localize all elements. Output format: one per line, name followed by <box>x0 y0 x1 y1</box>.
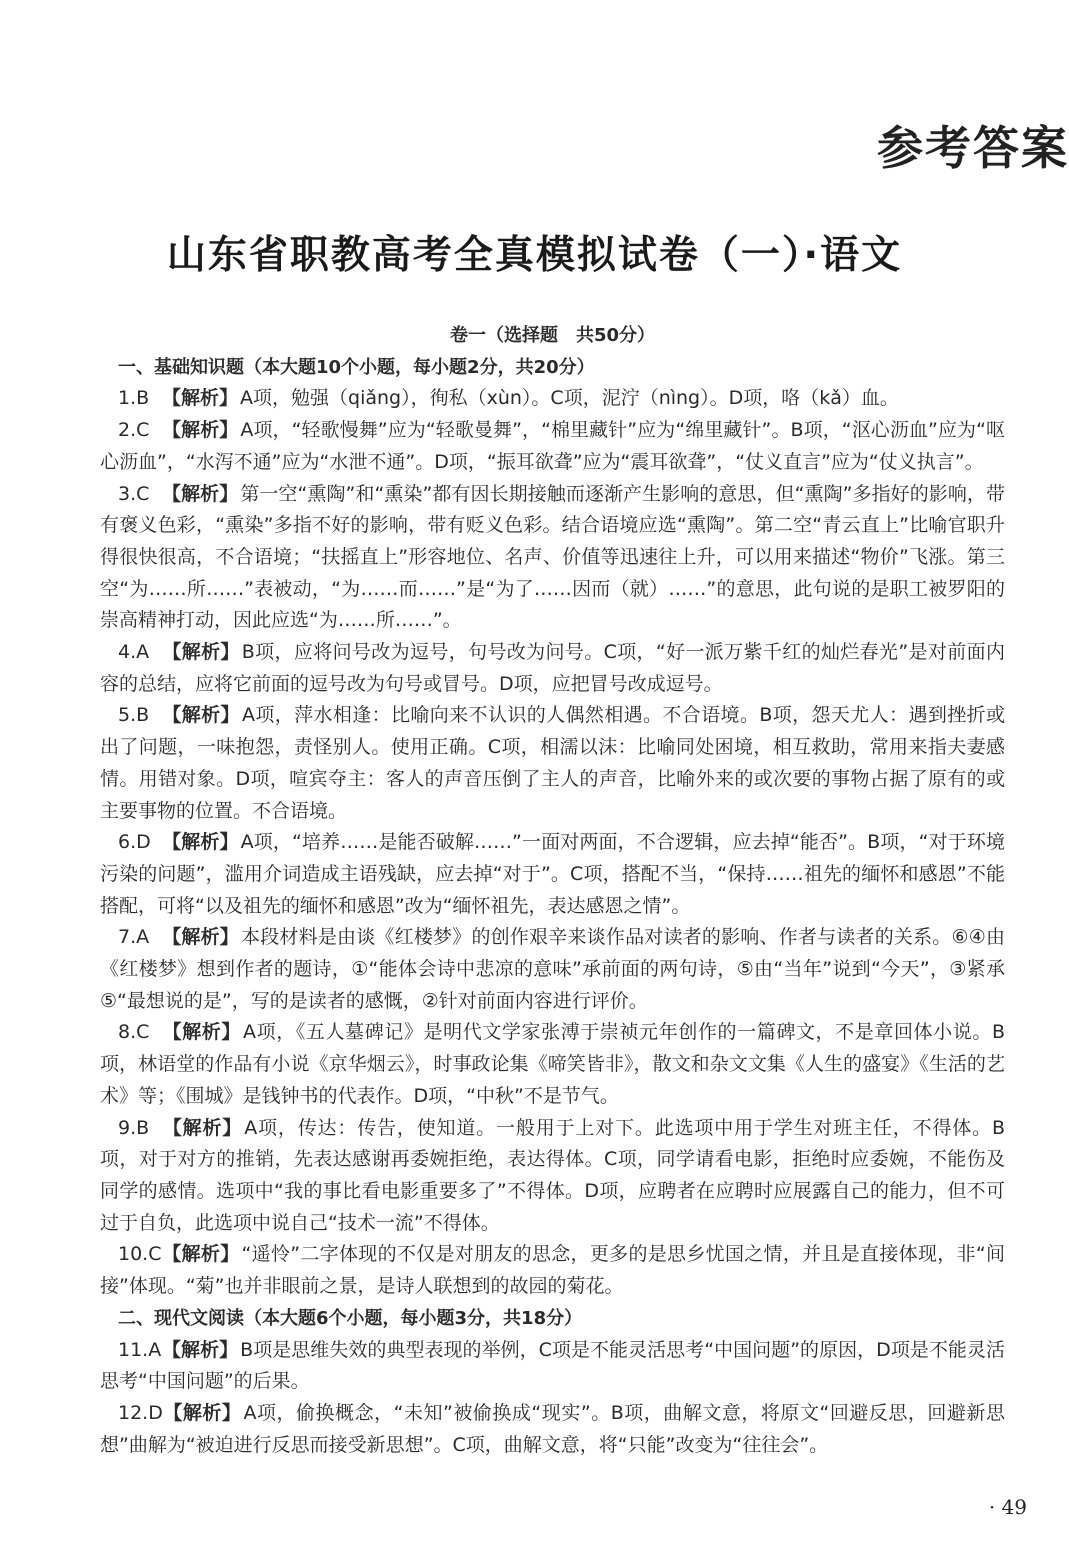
answer-number: 6.D <box>118 831 151 854</box>
answer-item <box>100 700 1005 827</box>
answer-item <box>100 415 1005 478</box>
volume-title: 卷一（选择题 共50分） <box>449 325 656 346</box>
answer-item <box>100 1017 1005 1112</box>
analysis-text: A项，“培养……是能否破解……”一面对两面，不合逻辑，应去掉“能否”。B项，“对于环境污染的问题”，滥用介词造成主语残缺，应去掉“对于”。C项，搭配不当，“保持……祖先的缅怀和感恩”不能搭配，可将“以及祖先的缅怀和感恩”改为“缅怀祖先，表达感恩之情”。 <box>100 831 1005 917</box>
analysis-tag: 【解析】 <box>162 482 239 505</box>
answer-number: 4.A <box>118 641 150 664</box>
analysis-text: A项，传达：传告，使知道。一般用于上对下。此选项中用于学生对班主任，不得体。B项，对于对方的推销，先表达感谢再委婉拒绝，表达得体。C项，同学请看电影，拒绝时应委婉，不能伤及同学的感情。选项中“我的事比看电影重要多了”不得体。D项，应聘者在应聘时应展露自己的能力，但不可过于自负，此选项中说自己“技术一流”不得体。 <box>100 1116 1005 1234</box>
analysis-text: 第一空“熏陶”和“熏染”都有因长期接触而逐渐产生影响的意思，但“熏陶”多指好的影响，带有褒义色彩，“熏染”多指不好的影响，带有贬义色彩。结合语境应选“熏陶”。第二空“青云直上”比喻官职升得很快很高，不合语境；“扶摇直上”形容地位、名声、价值等迅速往上升，可以用来描述“物价”飞涨。第三空“为……所……”表被动，“为……而……”是“为了……因而（就）……”的意思，此句说的是职工被罗阳的崇高精神打动，因此应选“为……所……”。 <box>100 482 1005 632</box>
answer-item <box>100 479 1005 638</box>
analysis-tag: 【解析】 <box>162 387 239 410</box>
analysis-tag: 【解析】 <box>162 641 240 664</box>
analysis-tag: 【解析】 <box>162 1243 240 1266</box>
analysis-tag: 【解析】 <box>162 1338 239 1361</box>
answer-item <box>100 383 1005 415</box>
answer-item <box>100 637 1005 700</box>
answer-number: 5.B <box>118 704 150 727</box>
analysis-tag: 【解析】 <box>162 704 240 727</box>
page-title: 山东省职教高考全真模拟试卷（一）·语文 <box>166 233 903 278</box>
answer-number: 8.C <box>118 1021 150 1044</box>
answer-number: 10.C <box>118 1243 162 1266</box>
answer-number: 3.C <box>118 482 150 505</box>
answer-number: 2.C <box>118 419 150 442</box>
page-number: · 49 <box>988 1495 1027 1520</box>
answer-item <box>100 1113 1005 1240</box>
answer-key-heading: 参考答案 <box>877 121 1069 175</box>
answer-number: 7.A <box>118 926 150 949</box>
analysis-tag: 【解析】 <box>162 419 239 442</box>
answer-item <box>100 1239 1005 1302</box>
page-body <box>100 320 1027 1549</box>
analysis-tag: 【解析】 <box>162 1021 242 1044</box>
analysis-tag: 【解析】 <box>162 831 239 854</box>
analysis-tag: 【解析】 <box>162 1401 242 1424</box>
analysis-text: 本段材料是由谈《红楼梦》的创作艰辛来谈作品对读者的影响、作者与读者的关系。⑥④由《红楼梦》想到作者的题诗，①“能体会诗中悲凉的意味”承前面的两句诗，⑤由“当年”说到“今天”，③紧承⑤“最想说的是”，写的是读者的感慨，②针对前面内容进行评价。 <box>100 926 1005 1012</box>
analysis-text: A项，“轻歌慢舞”应为“轻歌曼舞”，“棉里藏针”应为“绵里藏针”。B项，“沤心沥血”应为“呕心沥血”，“水泻不通”应为“水泄不通”。D项，“振耳欲聋”应为“震耳欲聋”，“仗义直言”应为“仗义执言”。 <box>100 419 1005 473</box>
analysis-text: A项，勉强（qiǎng），徇私（xùn）。C项，泥泞（nìng）。D项，咯（kǎ）血。 <box>240 387 899 410</box>
section-heading: 一、基础知识题（本大题10个小题，每小题2分，共20分） <box>118 356 595 378</box>
analysis-text: A项，偷换概念，“未知”被偷换成“现实”。B项，曲解文意，将原文“回避反思，回避新思想”曲解为“被迫进行反思而接受新思想”。C项，曲解文意，将“只能”改变为“往往会”。 <box>100 1401 1005 1456</box>
analysis-text: B项是思维失效的典型表现的举例，C项是不能灵活思考“中国问题”的原因，D项是不能灵活思考“中国问题”的后果。 <box>100 1338 1005 1393</box>
answer-number: 12.D <box>118 1401 163 1424</box>
analysis-text: “遥怜”二字体现的不仅是对朋友的思念，更多的是思乡忧国之情，并且是直接体现，非“间接”体现。“菊”也并非眼前之景，是诗人联想到的故园的菊花。 <box>100 1243 1005 1298</box>
answer-sections <box>100 352 1005 1462</box>
answer-number: 9.B <box>118 1116 150 1139</box>
answer-item <box>100 922 1005 1017</box>
answer-item <box>100 1335 1005 1398</box>
analysis-text: B项，应将问号改为逗号，句号改为问号。C项，“好一派万紫千红的灿烂春光”是对前面内容的总结，应将它前面的逗号改为句号或冒号。D项，应把冒号改成逗号。 <box>100 641 1005 695</box>
answer-number: 11.A <box>118 1338 162 1361</box>
answer-number: 1.B <box>118 387 150 410</box>
answer-item <box>100 827 1005 922</box>
section-heading: 二、现代文阅读（本大题6个小题，每小题3分，共18分） <box>118 1307 583 1329</box>
answer-item <box>100 1398 1005 1461</box>
analysis-tag: 【解析】 <box>162 926 240 949</box>
analysis-text: A项，《五人墓碑记》是明代文学家张溥于崇祯元年创作的一篇碑文，不是章回体小说。B项，林语堂的作品有小说《京华烟云》，时事政论集《啼笑皆非》，散文和杂文文集《人生的盛宴》《生活的艺术》等；《围城》是钱钟书的代表作。D项，“中秋”不是节气。 <box>100 1021 1005 1107</box>
answer-content <box>100 320 1005 1461</box>
analysis-tag: 【解析】 <box>162 1116 243 1139</box>
analysis-text: A项，萍水相逢：比喻向来不认识的人偶然相遇。不合语境。B项，怨天尤人：遇到挫折或出了问题，一味抱怨，责怪别人。使用正确。C项，相濡以沫：比喻同处困境，相互救助，常用来指夫妻感情。用错对象。D项，喧宾夺主：客人的声音压倒了主人的声音，比喻外来的或次要的事物占据了原有的或主要事物的位置。不合语境。 <box>100 704 1005 822</box>
